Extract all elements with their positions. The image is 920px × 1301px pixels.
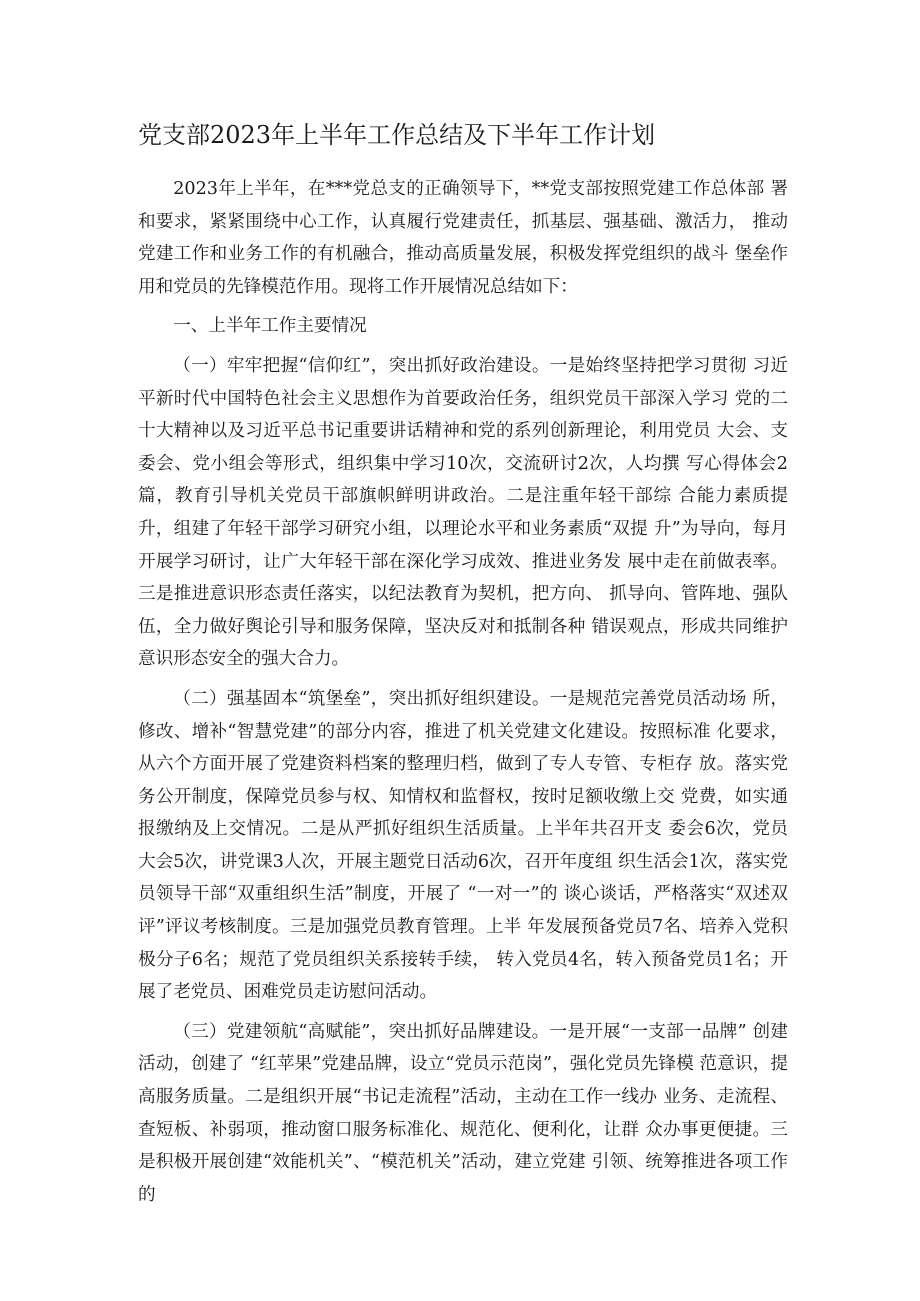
- political-building-paragraph: （一）牢牢把握“信仰红”，突出抓好政治建设。一是始终坚持把学习贯彻 习近平新时代中国特色社会主义思想作为首要政治任务，组织党员干部深入学习 党的二十大精神以及习近平总书记重要讲话精神和党的系列创新理论，利用党员 大会、支委会、党小组会等形式，组织集中学习10次，交流研讨2次，人均撰 写心得体会2篇，教育引导机关党员干部旗帜鲜明讲政治。二是注重年轻干部综 合能力素质提升，组建了年轻干部学习研究小组，以理论水平和业务素质“双提 升”为导向，每月开展学习研讨，让广大年轻干部在深化学习成效、推进业务发 展中走在前做表率。三是推进意识形态责任落实，以纪法教育为契机，把方向、 抓导向、管阵地、强队伍，全力做好舆论引导和服务保障，坚决反对和抵制各种 错误观点，形成共同维护意识形态安全的强大合力。: [138, 355, 788, 670]
- intro-paragraph: 2023年上半年，在***党总支的正确领导下，**党支部按照党建工作总体部 署和要求，紧紧围绕中心工作，认真履行党建责任，抓基层、强基础、激活力， 推动党建工作和业务工作的有机融合，推动高质量发展，积极发挥党组织的战斗 堡垒作用和党员的先锋模范作用。现将工作开展情况总结如下：: [138, 179, 788, 297]
- document-body: [138, 173, 788, 1218]
- section-heading: 一、上半年工作主要情况: [173, 316, 367, 337]
- brand-building-paragraph: （三）党建领航“高赋能”，突出抓好品牌建设。一是开展“一支部一品牌” 创建活动，创建了 “红苹果”党建品牌，设立“党员示范岗”，强化党员先锋模 范意识，提高服务质量。二是组织开展“书记走流程”活动，主动在工作一线办 业务、走流程、查短板、补弱项，推动窗口服务标准化、规范化、便利化，让群 众办事更便捷。三是积极开展创建“效能机关”、“模范机关”活动，建立党建 引领、统筹推进各项工作的: [138, 1021, 788, 1205]
- document-title: 党支部2023年上半年工作总结及下半年工作计划: [138, 121, 656, 149]
- organization-building-paragraph: （二）强基固本“筑堡垒”，突出抓好组织建设。一是规范完善党员活动场 所，修改、增补“智慧党建”的部分内容，推进了机关党建文化建设。按照标准 化要求，从六个方面开展了党建资料档案的整理归档，做到了专人专管、专柜存 放。落实党务公开制度，保障党员参与权、知情权和监督权，按时足额收缴上交 党费，如实通报缴纳及上交情况。二是从严抓好组织生活质量。上半年共召开支 委会6次，党员大会5次，讲党课3人次，开展主题党日活动6次，召开年度组 织生活会1次，落实党员领导干部“双重组织生活”制度，开展了 “一对一”的 谈心谈话，严格落实“双述双评”评议考核制度。三是加强党员教育管理。上半 年发展预备党员7名、培养入党积极分子6名；规范了党员组织关系接转手续， 转入党员4名，转入预备党员1名；开展了老党员、困难党员走访慰问活动。: [138, 688, 788, 1003]
